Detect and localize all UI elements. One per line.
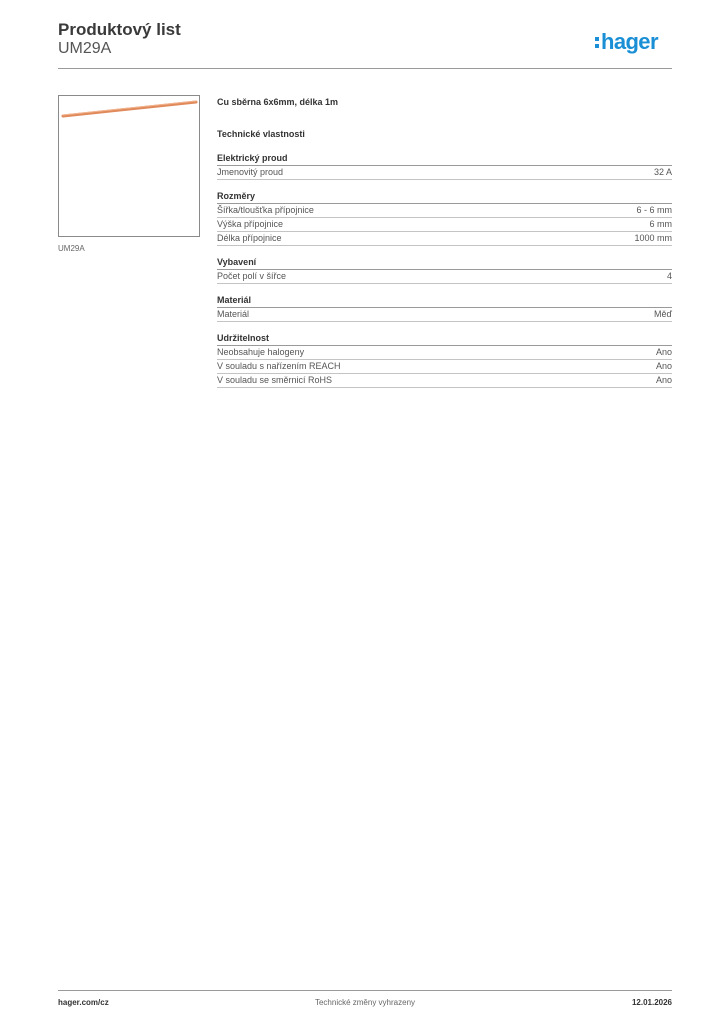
section-sustainability [217,333,672,388]
spec-label: V souladu s nařízením REACH [217,361,341,371]
header-divider [58,68,672,69]
product-specs [217,96,672,399]
spec-label: Výška přípojnice [217,219,284,229]
footer-website-link[interactable]: hager.com/cz [58,998,109,1007]
spec-label: Počet polí v šířce [217,271,287,281]
spec-label: Neobsahuje halogeny [217,347,305,357]
spec-label: V souladu se směrnicí RoHS [217,375,333,385]
spec-row [217,232,672,246]
image-caption: UM29A [58,244,85,253]
section-title: Udržitelnost [217,333,672,346]
spec-value: Ano [655,361,672,371]
spec-value: 6 mm [649,219,672,229]
spec-value: Měď [653,309,672,319]
logo-dot-bottom [595,44,599,48]
footer-disclaimer: Technické změny vyhrazeny [314,998,416,1007]
logo-text: hager [601,29,658,54]
section-title: Elektrický proud [217,153,672,166]
spec-row [217,204,672,218]
spec-value: Ano [655,375,672,385]
technical-properties-heading: Technické vlastnosti [217,129,305,139]
spec-row [217,218,672,232]
section-title: Materiál [217,295,672,308]
spec-value: 6 - 6 mm [636,205,672,215]
section-title: Vybavení [217,257,672,270]
product-name: Cu sběrna 6x6mm, délka 1m [217,97,339,107]
product-image [58,95,200,237]
spec-value: 4 [666,271,672,281]
footer-divider [58,990,672,991]
spec-label: Materiál [217,309,250,319]
section-electric-current [217,153,672,180]
section-equipment [217,257,672,284]
copper-busbar-shape [63,102,196,116]
logo-dot-top [595,37,599,41]
spec-label: Jmenovitý proud [217,167,284,177]
spec-row [217,270,672,284]
section-title: Rozměry [217,191,672,204]
section-dimensions [217,191,672,246]
copper-busbar-highlight [63,101,196,115]
spec-label: Délka přípojnice [217,233,282,243]
product-code: UM29A [58,40,112,57]
spec-row [217,346,672,360]
spec-row [217,374,672,388]
spec-row [217,166,672,180]
section-material [217,295,672,322]
spec-value: 1000 mm [634,233,672,243]
spec-label: Šířka/tloušťka přípojnice [217,205,314,215]
spec-value: Ano [655,347,672,357]
hager-logo [594,28,674,58]
footer-date: 12.01.2026 [631,998,672,1007]
spec-value: 32 A [653,167,672,177]
spec-row [217,308,672,322]
page-title: Produktový list [58,20,181,39]
spec-row [217,360,672,374]
